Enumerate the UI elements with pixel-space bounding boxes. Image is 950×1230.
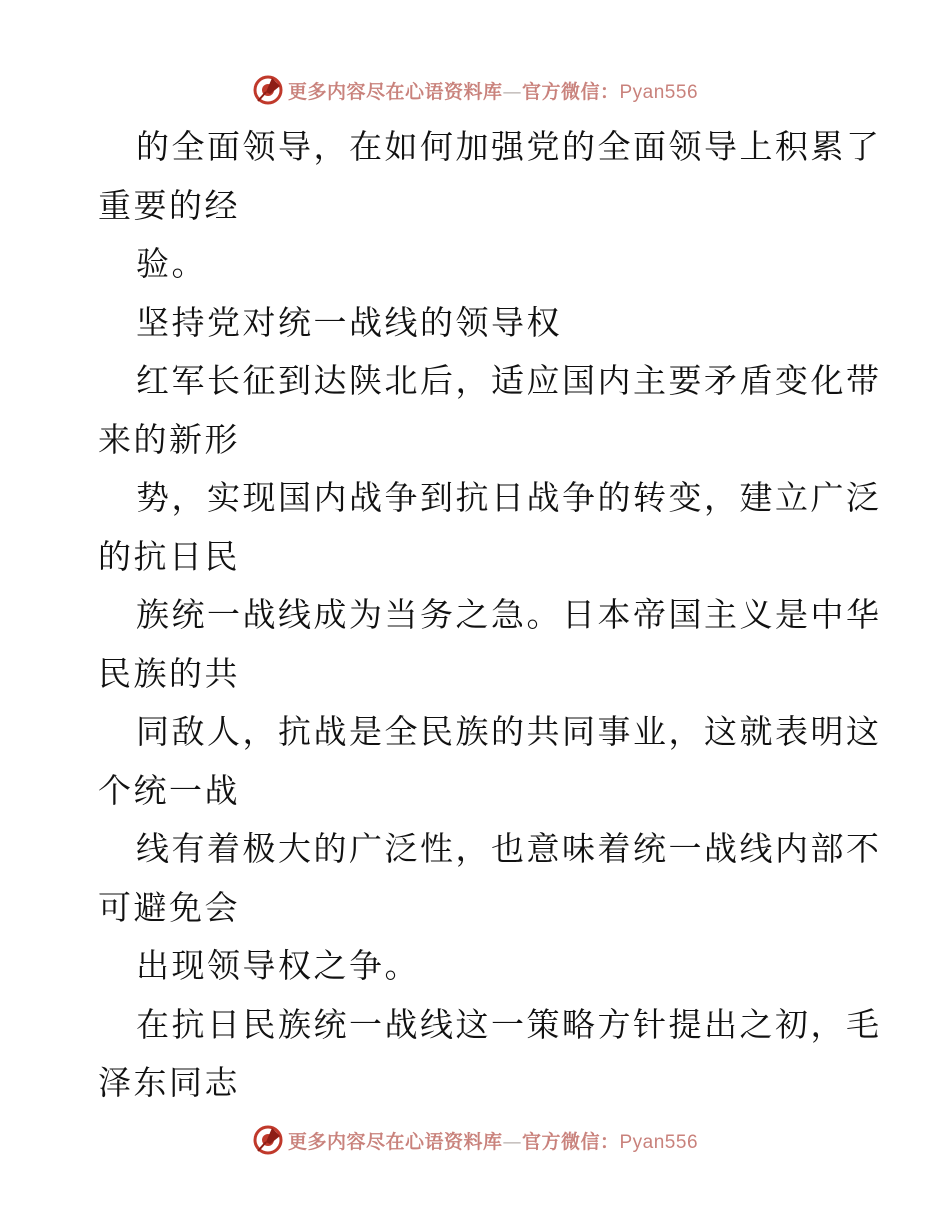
paragraph-line: 验。 — [136, 244, 207, 283]
watermark-brand-text: 更多内容尽在心语资料库 — [287, 1130, 503, 1153]
footer-watermark — [0, 1120, 950, 1160]
document-body — [98, 118, 882, 1113]
paragraph-line: 的抗日民 — [98, 536, 240, 576]
watermark-brand-text: 更多内容尽在心语资料库 — [287, 80, 503, 103]
paragraph-line: 个统一战 — [98, 770, 240, 810]
paragraph-line: 族统一战线成为当务之急。日本帝国主义是中华 — [136, 595, 882, 634]
quill-seal-icon — [252, 1124, 284, 1156]
paragraph-line: 重要的经 — [98, 185, 240, 225]
paragraph-line: 势，实现国内战争到抗日战争的转变，建立广泛 — [136, 478, 882, 517]
watermark-wechat-label: 官方微信： — [521, 80, 620, 103]
paragraph-line: 的全面领导，在如何加强党的全面领导上积累了 — [136, 127, 882, 166]
watermark-wechat-label: 官方微信： — [521, 1130, 620, 1153]
quill-seal-icon — [252, 74, 284, 106]
paragraph-line: 线有着极大的广泛性，也意味着统一战线内部不 — [136, 829, 882, 868]
paragraph-line: 泽东同志 — [98, 1063, 240, 1102]
paragraph-line: 同敌人，抗战是全民族的共同事业，这就表明这 — [136, 712, 882, 751]
paragraph-line: 来的新形 — [98, 419, 240, 459]
paragraph-line: 出现领导权之争。 — [136, 946, 420, 985]
watermark-separator: — — [502, 1130, 522, 1153]
paragraph-line: 红军长征到达陕北后，适应国内主要矛盾变化带 — [136, 361, 882, 400]
watermark-wechat-id: Pyan556 — [619, 1131, 699, 1153]
paragraph-line: 可避免会 — [98, 887, 240, 927]
header-watermark — [0, 70, 950, 110]
paragraph-line: 民族的共 — [98, 653, 240, 693]
section-heading: 坚持党对统一战线的领导权 — [136, 302, 562, 342]
watermark-separator: — — [502, 80, 522, 103]
watermark-wechat-id: Pyan556 — [619, 81, 699, 103]
paragraph-line: 在抗日民族统一战线这一策略方针提出之初，毛 — [136, 1004, 882, 1044]
